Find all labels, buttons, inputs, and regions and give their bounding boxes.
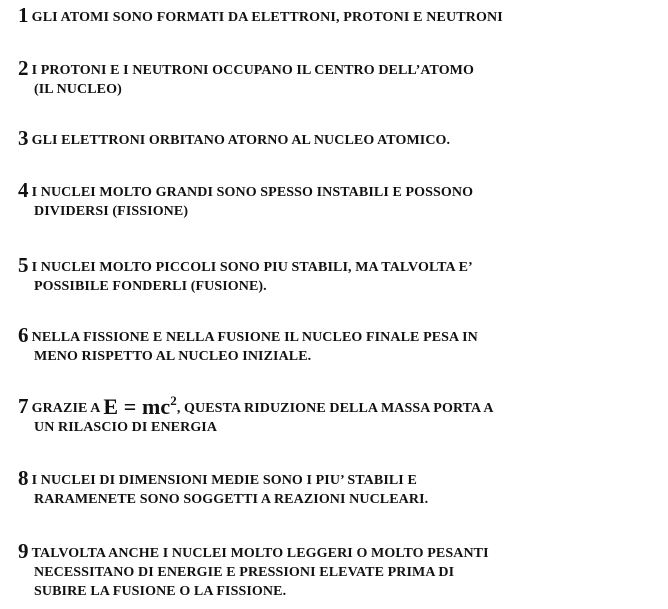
statement-4 [18, 178, 658, 221]
statement-2 [18, 56, 658, 99]
mass-energy-formula [103, 394, 177, 419]
statement-6-line-1 [18, 323, 658, 347]
statement-4-line-1 [18, 178, 658, 202]
statement-6-line-2: MENO RISPETTO AL NUCLEO INIZIALE. [34, 349, 312, 364]
statement-1-number: 1 [18, 3, 29, 27]
statement-4-line-2: DIVIDERSI (FISSIONE) [34, 204, 189, 219]
statement-9-line-2: NECESSITANO DI ENERGIE E PRESSIONI ELEVATE PRIMA DI [34, 565, 455, 580]
statement-5-line-2: POSSIBILE FONDERLI (FUSIONE). [34, 279, 267, 294]
statement-6 [18, 323, 658, 366]
statement-8-text: I NUCLEI DI DIMENSIONI MEDIE SONO I PIU’ STABILI E [31, 473, 417, 488]
statement-2-number: 2 [18, 56, 29, 80]
statement-2-line-2: (IL NUCLEO) [34, 82, 122, 97]
statement-7-line-2: UN RILASCIO DI ENERGIA [34, 420, 218, 435]
statement-9-number: 9 [18, 539, 29, 563]
statement-5-text: I NUCLEI MOLTO PICCOLI SONO PIU STABILI, MA TALVOLTA E’ [31, 260, 473, 275]
statement-1 [18, 3, 658, 27]
statement-8 [18, 466, 658, 509]
statement-6-text: NELLA FISSIONE E NELLA FUSIONE IL NUCLEO FINALE PESA IN [31, 330, 478, 345]
statement-3-number: 3 [18, 126, 29, 150]
statement-1-text: GLI ATOMI SONO FORMATI DA ELETTRONI, PROTONI E NEUTRONI [31, 10, 503, 25]
statement-7 [18, 393, 658, 437]
statement-9 [18, 539, 658, 601]
statement-7-text-after: , QUESTA RIDUZIONE DELLA MASSA PORTA A [176, 401, 494, 416]
statement-8-line-2: RARAMENETE SONO SOGGETTI A REAZIONI NUCLEARI. [34, 492, 429, 507]
statement-5-line-1 [18, 253, 658, 277]
statement-1-line-1 [18, 3, 658, 27]
statement-2-line-1 [18, 56, 658, 80]
formula-exponent: 2 [170, 393, 177, 408]
statement-2-text: I PROTONI E I NEUTRONI OCCUPANO IL CENTRO DELL’ATOMO [31, 63, 474, 78]
statement-7-text-before: GRAZIE A [31, 401, 100, 416]
statement-3 [18, 126, 658, 150]
statement-9-line-3: SUBIRE LA FUSIONE O LA FISSIONE. [34, 584, 287, 599]
statement-4-text: I NUCLEI MOLTO GRANDI SONO SPESSO INSTABILI E POSSONO [31, 185, 474, 200]
statement-4-number: 4 [18, 178, 29, 202]
statement-7-line-1 [18, 393, 658, 419]
statement-3-line-1 [18, 126, 658, 150]
statement-7-number: 7 [18, 394, 29, 418]
statement-8-number: 8 [18, 466, 29, 490]
statement-6-number: 6 [18, 323, 29, 347]
statement-5 [18, 253, 658, 296]
statement-3-text: GLI ELETTRONI ORBITANO ATORNO AL NUCLEO ATOMICO. [31, 133, 451, 148]
statement-9-text: TALVOLTA ANCHE I NUCLEI MOLTO LEGGERI O MOLTO PESANTI [31, 546, 489, 561]
statement-9-line-1 [18, 539, 658, 563]
formula-base: E = mc [103, 394, 171, 419]
statement-8-line-1 [18, 466, 658, 490]
statement-5-number: 5 [18, 253, 29, 277]
